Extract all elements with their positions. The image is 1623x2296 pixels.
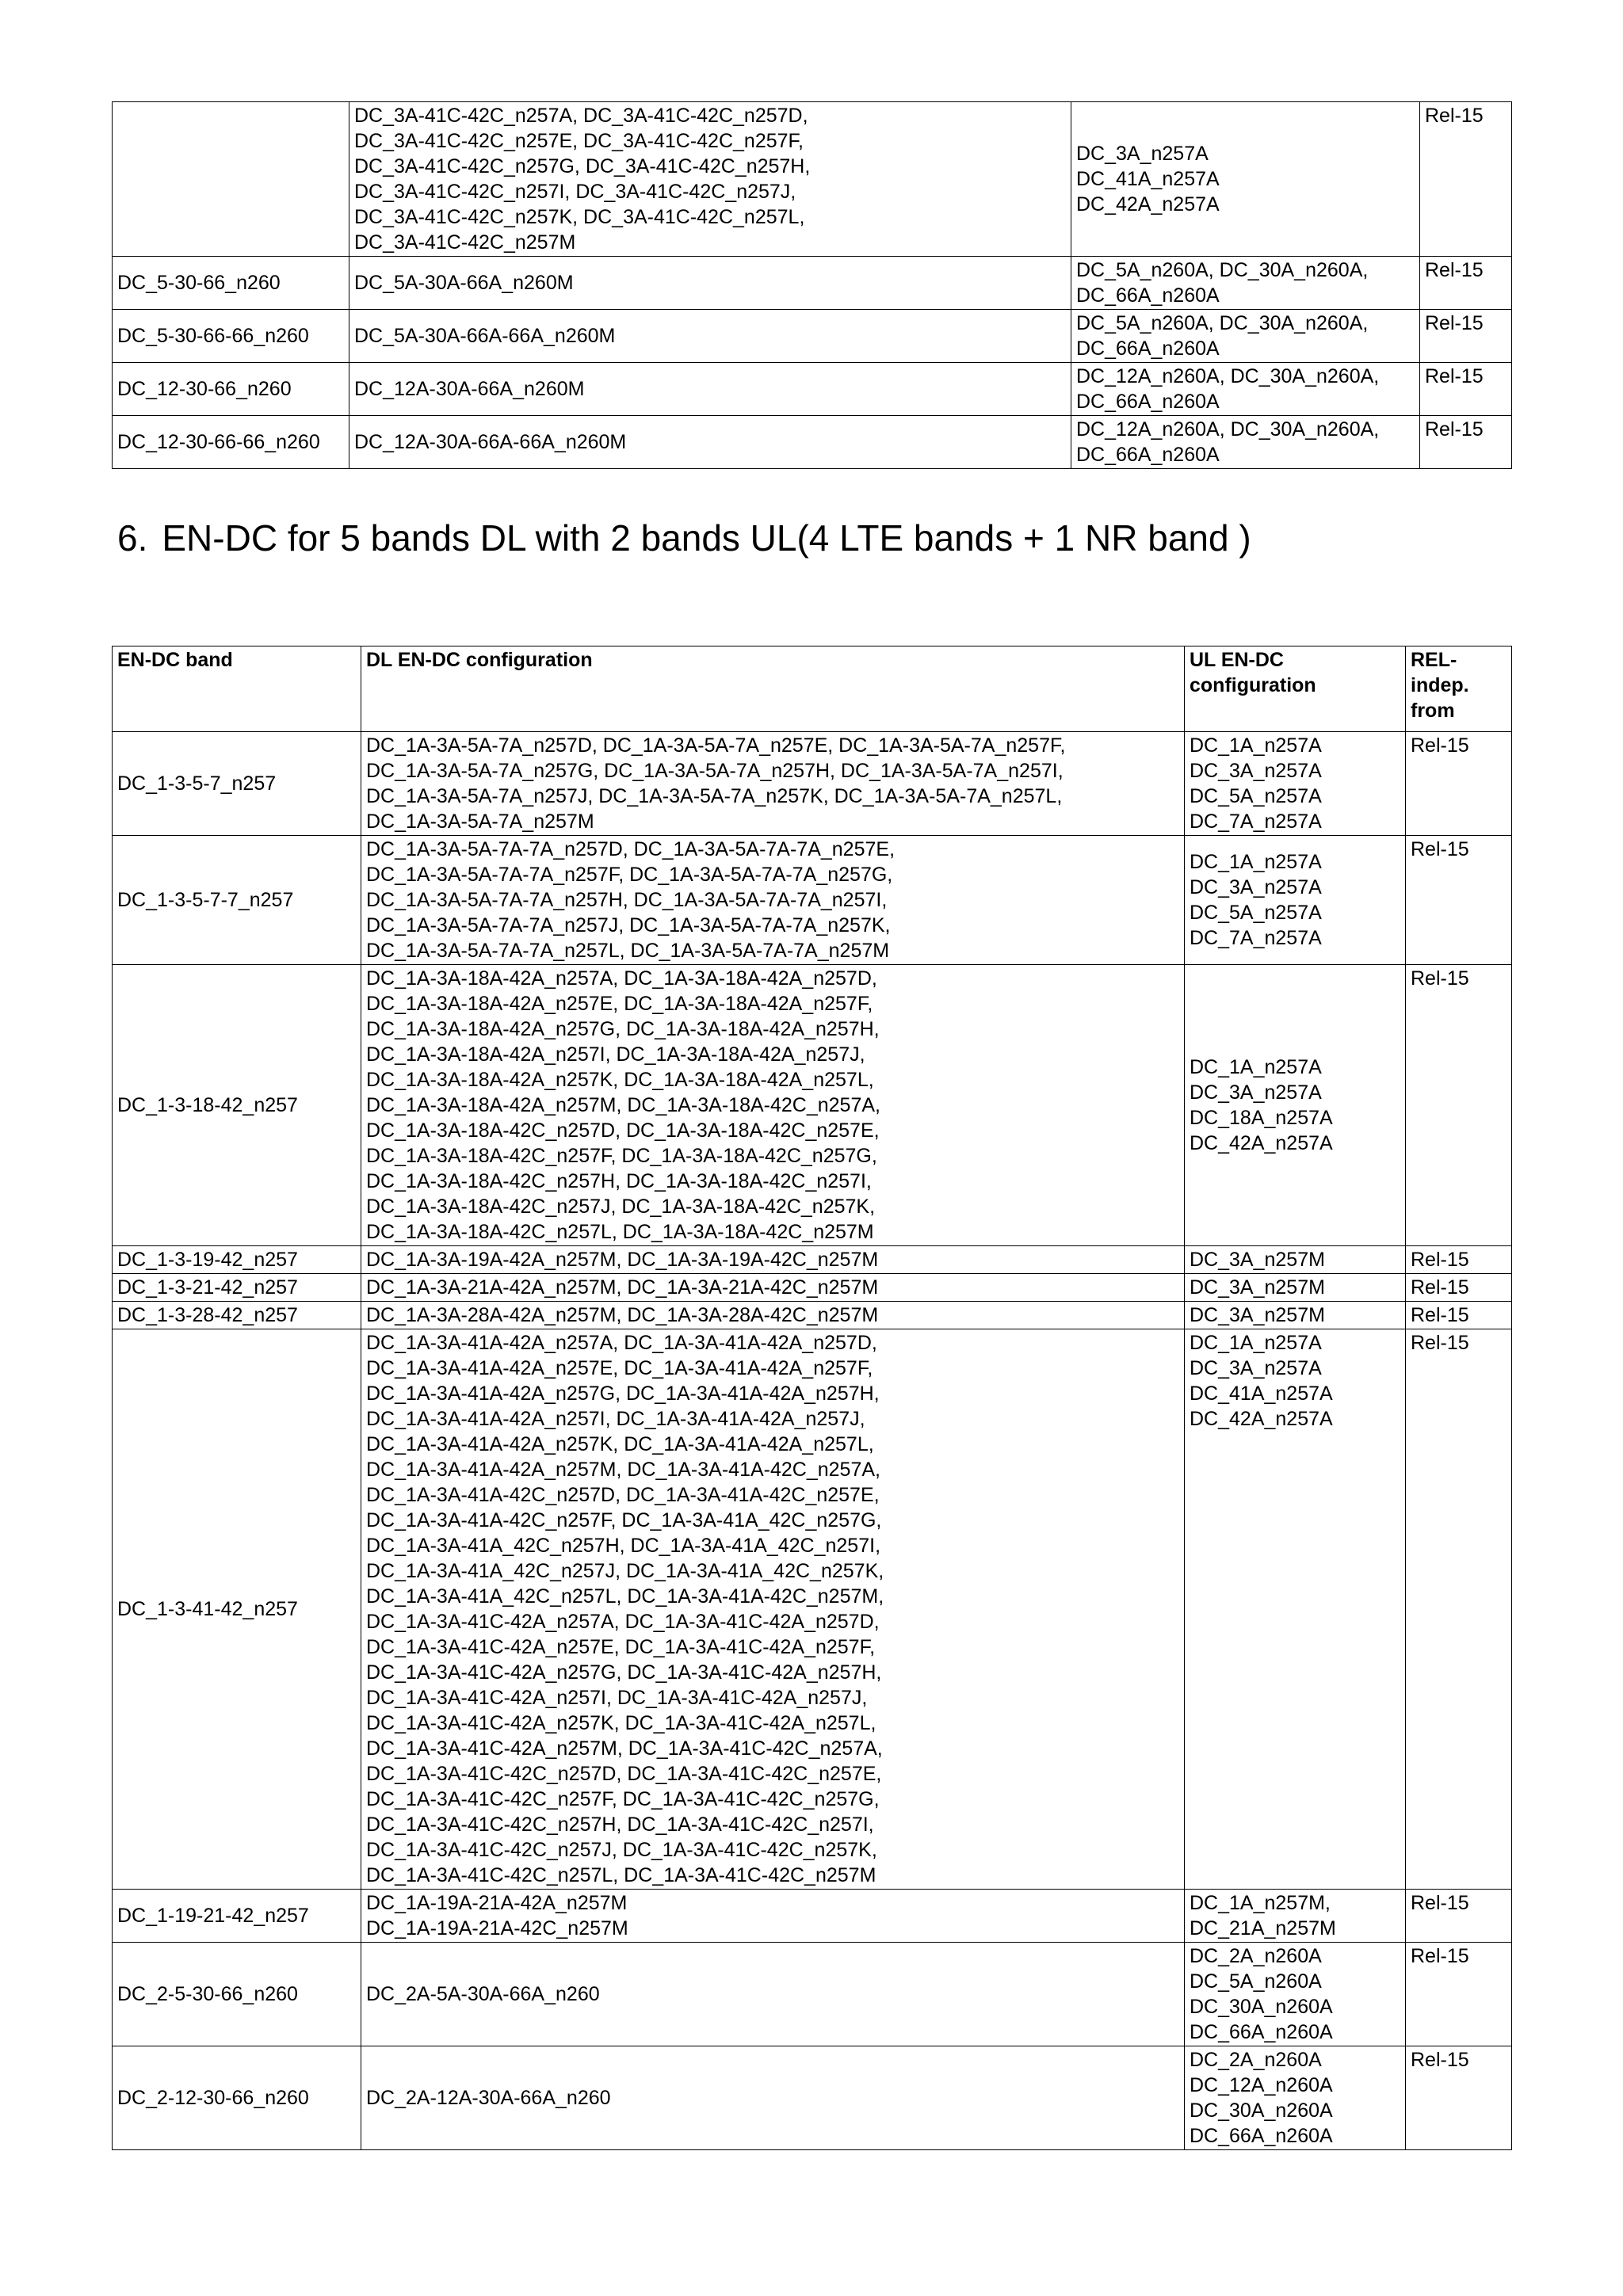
cell-rel: Rel-15 bbox=[1406, 1890, 1512, 1943]
cell-ul-config: DC_1A_n257A DC_3A_n257A DC_18A_n257A DC_42A_n257A bbox=[1185, 965, 1406, 1246]
cell-dl-config: DC_2A-5A-30A-66A_n260 bbox=[361, 1943, 1185, 2046]
table-row bbox=[113, 836, 1512, 965]
cell-dl-config: DC_2A-12A-30A-66A_n260 bbox=[361, 2046, 1185, 2150]
cell-dl-config: DC_12A-30A-66A-66A_n260M bbox=[349, 416, 1071, 469]
cell-endc-band: DC_1-3-41-42_n257 bbox=[113, 1329, 361, 1890]
cell-endc-band: DC_1-3-21-42_n257 bbox=[113, 1274, 361, 1302]
table-row bbox=[113, 416, 1512, 469]
table-row bbox=[113, 1274, 1512, 1302]
cell-dl-config: DC_1A-19A-21A-42A_n257M DC_1A-19A-21A-42C_n257M bbox=[361, 1890, 1185, 1943]
cell-rel: Rel-15 bbox=[1406, 1943, 1512, 2046]
cell-ul-config: DC_3A_n257M bbox=[1185, 1302, 1406, 1329]
cell-endc-band: DC_5-30-66-66_n260 bbox=[113, 310, 349, 363]
cell-endc-band bbox=[113, 102, 349, 257]
cell-rel: Rel-15 bbox=[1406, 2046, 1512, 2150]
cell-ul-config: DC_2A_n260A DC_5A_n260A DC_30A_n260A DC_66A_n260A bbox=[1185, 1943, 1406, 2046]
cell-endc-band: DC_1-3-28-42_n257 bbox=[113, 1302, 361, 1329]
cell-rel: Rel-15 bbox=[1420, 257, 1512, 310]
table-row bbox=[113, 1943, 1512, 2046]
table-continuation bbox=[112, 101, 1512, 469]
table-endc-5-bands bbox=[112, 646, 1512, 2150]
cell-dl-config: DC_12A-30A-66A_n260M bbox=[349, 363, 1071, 416]
header-rel-indep: REL- indep. from bbox=[1406, 646, 1512, 732]
cell-dl-config: DC_1A-3A-21A-42A_n257M, DC_1A-3A-21A-42C_n257M bbox=[361, 1274, 1185, 1302]
header-dl-config: DL EN-DC configuration bbox=[361, 646, 1185, 732]
cell-ul-config: DC_12A_n260A, DC_30A_n260A, DC_66A_n260A bbox=[1071, 416, 1420, 469]
cell-rel: Rel-15 bbox=[1406, 1329, 1512, 1890]
cell-rel: Rel-15 bbox=[1406, 1302, 1512, 1329]
cell-rel: Rel-15 bbox=[1406, 836, 1512, 965]
cell-ul-config: DC_12A_n260A, DC_30A_n260A, DC_66A_n260A bbox=[1071, 363, 1420, 416]
header-endc-band: EN-DC band bbox=[113, 646, 361, 732]
cell-dl-config: DC_1A-3A-5A-7A-7A_n257D, DC_1A-3A-5A-7A-7A_n257E, DC_1A-3A-5A-7A-7A_n257F, DC_1A-3A-5A-7A-7A_n257G, DC_1A-3A-5A-7A-7A_n257H, DC_1A-3A-5A-7A-7A_n257I, DC_1A-3A-5A-7A-7A_n257J, DC_1A-3A-5A-7A-7A_n257K, DC_1A-3A-5A-7A-7A_n257L, DC_1A-3A-5A-7A-7A_n257M bbox=[361, 836, 1185, 965]
cell-dl-config: DC_5A-30A-66A-66A_n260M bbox=[349, 310, 1071, 363]
section-heading bbox=[117, 515, 1251, 561]
cell-rel: Rel-15 bbox=[1420, 310, 1512, 363]
cell-ul-config: DC_1A_n257A DC_3A_n257A DC_5A_n257A DC_7A_n257A bbox=[1185, 732, 1406, 836]
table-row bbox=[113, 1302, 1512, 1329]
cell-rel: Rel-15 bbox=[1406, 965, 1512, 1246]
header-ul-config: UL EN-DC configuration bbox=[1185, 646, 1406, 732]
cell-ul-config: DC_2A_n260A DC_12A_n260A DC_30A_n260A DC_66A_n260A bbox=[1185, 2046, 1406, 2150]
table-row bbox=[113, 2046, 1512, 2150]
cell-endc-band: DC_12-30-66-66_n260 bbox=[113, 416, 349, 469]
cell-ul-config: DC_1A_n257M, DC_21A_n257M bbox=[1185, 1890, 1406, 1943]
cell-endc-band: DC_2-5-30-66_n260 bbox=[113, 1943, 361, 2046]
cell-endc-band: DC_2-12-30-66_n260 bbox=[113, 2046, 361, 2150]
cell-dl-config: DC_1A-3A-5A-7A_n257D, DC_1A-3A-5A-7A_n257E, DC_1A-3A-5A-7A_n257F, DC_1A-3A-5A-7A_n257G, DC_1A-3A-5A-7A_n257H, DC_1A-3A-5A-7A_n257I, DC_1A-3A-5A-7A_n257J, DC_1A-3A-5A-7A_n257K, DC_1A-3A-5A-7A_n257L, DC_1A-3A-5A-7A_n257M bbox=[361, 732, 1185, 836]
cell-rel: Rel-15 bbox=[1420, 102, 1512, 257]
cell-endc-band: DC_1-3-5-7_n257 bbox=[113, 732, 361, 836]
cell-ul-config: DC_1A_n257A DC_3A_n257A DC_5A_n257A DC_7A_n257A bbox=[1185, 836, 1406, 965]
cell-rel: Rel-15 bbox=[1420, 363, 1512, 416]
table-row bbox=[113, 102, 1512, 257]
cell-ul-config: DC_5A_n260A, DC_30A_n260A, DC_66A_n260A bbox=[1071, 310, 1420, 363]
table-row bbox=[113, 363, 1512, 416]
cell-dl-config: DC_1A-3A-41A-42A_n257A, DC_1A-3A-41A-42A_n257D, DC_1A-3A-41A-42A_n257E, DC_1A-3A-41A-42A_n257F, DC_1A-3A-41A-42A_n257G, DC_1A-3A-41A-42A_n257H, DC_1A-3A-41A-42A_n257I, DC_1A-3A-41A-42A_n257J, DC_1A-3A-41A-42A_n257K, DC_1A-3A-41A-42A_n257L, DC_1A-3A-41A-42A_n257M, DC_1A-3A-41A-42C_n257A, DC_1A-3A-41A-42C_n257D, DC_1A-3A-41A-42C_n257E, DC_1A-3A-41A-42C_n257F, DC_1A-3A-41A_42C_n257G, DC_1A-3A-41A_42C_n257H, DC_1A-3A-41A_42C_n257I, DC_1A-3A-41A_42C_n257J, DC_1A-3A-41A_42C_n257K, DC_1A-3A-41A_42C_n257L, DC_1A-3A-41A-42C_n257M, DC_1A-3A-41C-42A_n257A, DC_1A-3A-41C-42A_n257D, DC_1A-3A-41C-42A_n257E, DC_1A-3A-41C-42A_n257F, DC_1A-3A-41C-42A_n257G, DC_1A-3A-41C-42A_n257H, DC_1A-3A-41C-42A_n257I, DC_1A-3A-41C-42A_n257J, DC_1A-3A-41C-42A_n257K, DC_1A-3A-41C-42A_n257L, DC_1A-3A-41C-42A_n257M, DC_1A-3A-41C-42C_n257A, DC_1A-3A-41C-42C_n257D, DC_1A-3A-41C-42C_n257E, DC_1A-3A-41C-42C_n257F, DC_1A-3A-41C-42C_n257G, DC_1A-3A-41C-42C_n257H, DC_1A-3A-41C-42C_n257I, DC_1A-3A-41C-42C_n257J, DC_1A-3A-41C-42C_n257K, DC_1A-3A-41C-42C_n257L, DC_1A-3A-41C-42C_n257M bbox=[361, 1329, 1185, 1890]
cell-dl-config: DC_5A-30A-66A_n260M bbox=[349, 257, 1071, 310]
cell-rel: Rel-15 bbox=[1406, 732, 1512, 836]
cell-endc-band: DC_5-30-66_n260 bbox=[113, 257, 349, 310]
cell-rel: Rel-15 bbox=[1406, 1246, 1512, 1274]
table-row bbox=[113, 965, 1512, 1246]
section-title: EN-DC for 5 bands DL with 2 bands UL(4 LTE bands + 1 NR band ) bbox=[162, 517, 1251, 559]
cell-ul-config: DC_3A_n257M bbox=[1185, 1274, 1406, 1302]
cell-rel: Rel-15 bbox=[1420, 416, 1512, 469]
cell-endc-band: DC_1-3-18-42_n257 bbox=[113, 965, 361, 1246]
cell-ul-config: DC_3A_n257M bbox=[1185, 1246, 1406, 1274]
table-row bbox=[113, 732, 1512, 836]
cell-dl-config: DC_1A-3A-18A-42A_n257A, DC_1A-3A-18A-42A_n257D, DC_1A-3A-18A-42A_n257E, DC_1A-3A-18A-42A_n257F, DC_1A-3A-18A-42A_n257G, DC_1A-3A-18A-42A_n257H, DC_1A-3A-18A-42A_n257I, DC_1A-3A-18A-42A_n257J, DC_1A-3A-18A-42A_n257K, DC_1A-3A-18A-42A_n257L, DC_1A-3A-18A-42A_n257M, DC_1A-3A-18A-42C_n257A, DC_1A-3A-18A-42C_n257D, DC_1A-3A-18A-42C_n257E, DC_1A-3A-18A-42C_n257F, DC_1A-3A-18A-42C_n257G, DC_1A-3A-18A-42C_n257H, DC_1A-3A-18A-42C_n257I, DC_1A-3A-18A-42C_n257J, DC_1A-3A-18A-42C_n257K, DC_1A-3A-18A-42C_n257L, DC_1A-3A-18A-42C_n257M bbox=[361, 965, 1185, 1246]
cell-endc-band: DC_1-3-19-42_n257 bbox=[113, 1246, 361, 1274]
cell-endc-band: DC_1-19-21-42_n257 bbox=[113, 1890, 361, 1943]
table-row bbox=[113, 1329, 1512, 1890]
table-row bbox=[113, 1246, 1512, 1274]
cell-endc-band: DC_12-30-66_n260 bbox=[113, 363, 349, 416]
cell-dl-config: DC_3A-41C-42C_n257A, DC_3A-41C-42C_n257D, DC_3A-41C-42C_n257E, DC_3A-41C-42C_n257F, DC_3A-41C-42C_n257G, DC_3A-41C-42C_n257H, DC_3A-41C-42C_n257I, DC_3A-41C-42C_n257J, DC_3A-41C-42C_n257K, DC_3A-41C-42C_n257L, DC_3A-41C-42C_n257M bbox=[349, 102, 1071, 257]
cell-dl-config: DC_1A-3A-28A-42A_n257M, DC_1A-3A-28A-42C_n257M bbox=[361, 1302, 1185, 1329]
table-header-row bbox=[113, 646, 1512, 732]
table-row bbox=[113, 1890, 1512, 1943]
cell-ul-config: DC_3A_n257A DC_41A_n257A DC_42A_n257A bbox=[1071, 102, 1420, 257]
cell-ul-config: DC_1A_n257A DC_3A_n257A DC_41A_n257A DC_42A_n257A bbox=[1185, 1329, 1406, 1890]
cell-dl-config: DC_1A-3A-19A-42A_n257M, DC_1A-3A-19A-42C_n257M bbox=[361, 1246, 1185, 1274]
cell-endc-band: DC_1-3-5-7-7_n257 bbox=[113, 836, 361, 965]
table-row bbox=[113, 310, 1512, 363]
cell-rel: Rel-15 bbox=[1406, 1274, 1512, 1302]
cell-ul-config: DC_5A_n260A, DC_30A_n260A, DC_66A_n260A bbox=[1071, 257, 1420, 310]
section-number: 6. bbox=[117, 517, 148, 559]
table-row bbox=[113, 257, 1512, 310]
